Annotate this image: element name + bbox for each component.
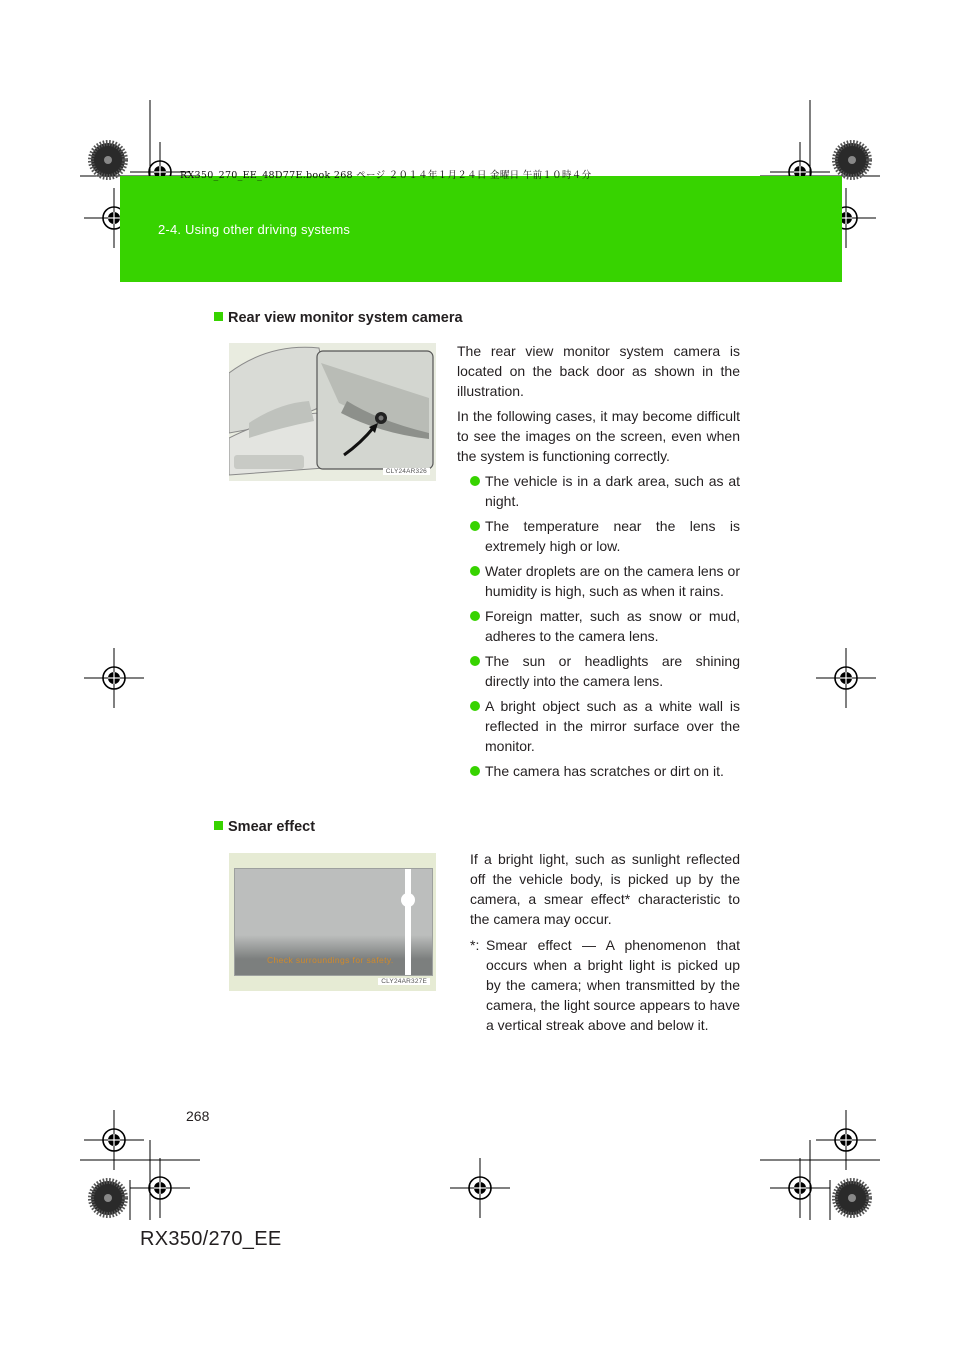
list-item — [470, 761, 740, 781]
bullet-icon — [470, 656, 480, 666]
heading-square-icon — [214, 312, 223, 321]
heading-rear-view-camera — [214, 310, 463, 326]
page-number: 268 — [186, 1108, 210, 1124]
list-item — [470, 606, 740, 646]
bullet-icon — [470, 766, 480, 776]
smear-streak — [405, 869, 411, 975]
smear-footnote — [470, 935, 740, 1035]
monitor-screen — [234, 868, 433, 976]
smear-effect-figure — [229, 853, 436, 991]
figure-code: CLY24AR327E — [378, 978, 430, 985]
heading-smear-effect — [214, 819, 315, 835]
footnote-mark: *: — [470, 937, 480, 953]
list-item-text: The camera has scratches or dirt on it. — [485, 763, 724, 779]
smear-paragraph: If a bright light, such as sunlight reflected off the vehicle body, is picked up by the camera, a smear effect* characteristic to the camera may occur. — [470, 851, 740, 927]
bullet-icon — [470, 566, 480, 576]
list-item-text: A bright object such as a white wall is reflected in the mirror surface over the monitor. — [485, 698, 740, 754]
list-item — [470, 516, 740, 556]
heading-text: Rear view monitor system camera — [228, 310, 463, 326]
bullet-icon — [470, 476, 480, 486]
screen-caption: Check surroundings for safety. — [267, 955, 394, 965]
list-item-text: The vehicle is in a dark area, such as at night. — [485, 473, 740, 509]
bullet-icon — [470, 521, 480, 531]
list-item — [470, 651, 740, 691]
difficult-cases-list — [470, 471, 740, 781]
bullet-icon — [470, 611, 480, 621]
list-item — [470, 471, 740, 511]
list-item-text: Foreign matter, such as snow or mud, adheres to the camera lens. — [485, 608, 740, 644]
smear-text-column — [470, 849, 740, 1035]
camera-location-paragraph: The rear view monitor system camera is located on the back door as shown in the illustration. — [457, 343, 740, 399]
footer-model: RX350/270_EE — [140, 1228, 282, 1250]
list-item-text: Water droplets are on the camera lens or humidity is high, such as when it rains. — [485, 563, 740, 599]
light-source — [401, 893, 415, 907]
list-item — [470, 696, 740, 756]
difficult-cases-paragraph: In the following cases, it may become difficult to see the images on the screen, even when the system is functioning correctly. — [457, 408, 740, 464]
bullet-icon — [470, 701, 480, 711]
car-rear-illustration — [229, 343, 436, 481]
print-info: RX350_270_EE_48D77E.book 268 ページ ２０１４年１月２４日 金曜日 午前１０時４分 — [180, 170, 592, 181]
figure-code: CLY24AR326 — [383, 468, 430, 475]
list-item-text: The temperature near the lens is extremely high or low. — [485, 518, 740, 554]
list-item — [470, 561, 740, 601]
list-item-text: The sun or headlights are shining directly into the camera lens. — [485, 653, 740, 689]
rear-view-text-column — [457, 341, 740, 786]
footnote-text: Smear effect — A phenomenon that occurs when a bright light is picked up by the camera; when transmitted by the camera, the light source appears to have a vertical streak above and below it. — [486, 937, 740, 1033]
section-label: 2-4. Using other driving systems — [158, 222, 351, 237]
heading-text: Smear effect — [228, 819, 316, 835]
camera-location-figure — [229, 343, 436, 481]
heading-square-icon — [214, 821, 223, 830]
